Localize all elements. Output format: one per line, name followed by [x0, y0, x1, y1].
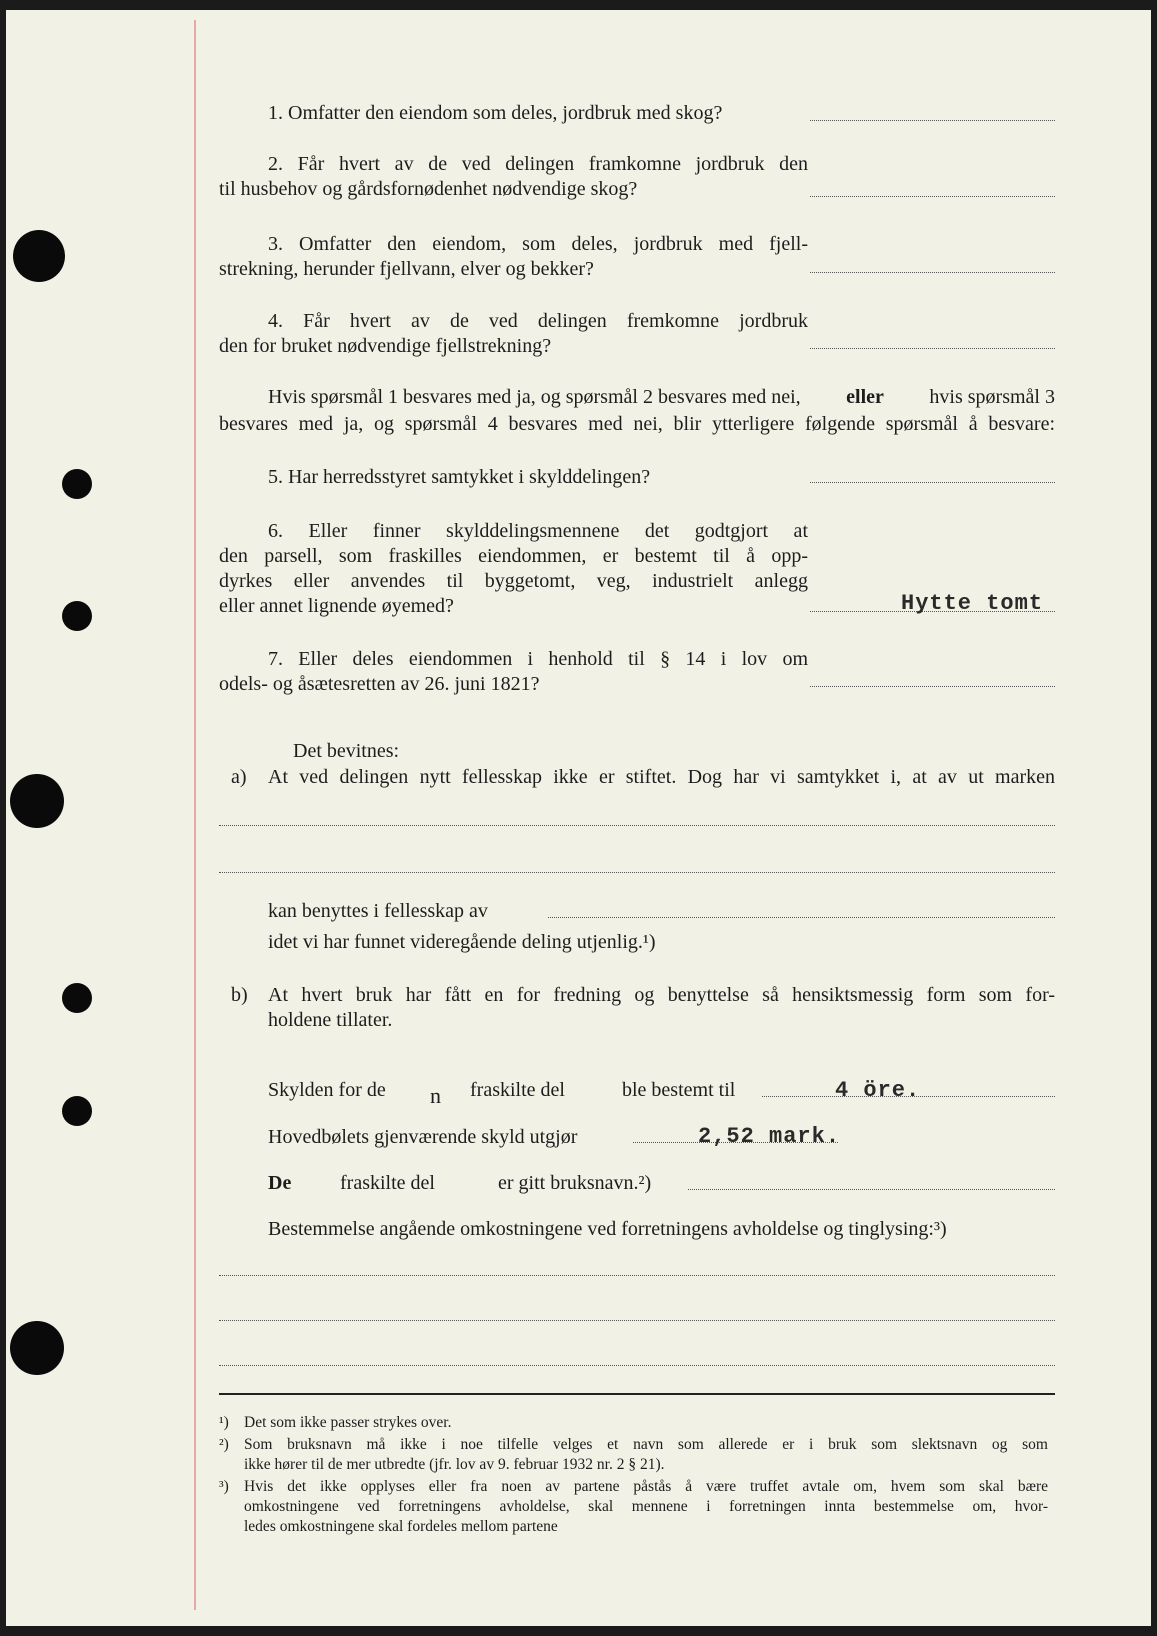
question-2-line-2: til husbehov og gårdsfornødenhet nødvendige skog? [219, 178, 638, 200]
footnote-2-line-1: Som bruksnavn må ikke i noe tilfelle velges et navn som allerede er i bruk som slektsnavn og som [244, 1436, 1048, 1453]
punch-hole [62, 983, 92, 1013]
attest-a-label: a) [231, 766, 247, 788]
hovedbol-label: Hovedbølets gjenværende skyld utgjør [268, 1126, 578, 1148]
question-7-line-2: odels- og åsætesretten av 26. juni 1821? [219, 673, 540, 695]
answer-line-q7 [810, 686, 1055, 687]
footnote-2-mark: ²) [219, 1436, 229, 1453]
omkostninger-blank-1 [219, 1275, 1055, 1276]
omkostninger-blank-3 [219, 1365, 1055, 1366]
reason-text: idet vi har funnet videregående deling utjenlig.¹) [268, 931, 656, 953]
answer-q6-typed: Hytte tomt [901, 591, 1044, 616]
footnote-separator [219, 1393, 1055, 1395]
footnote-3-line-2: omkostningene ved forretningens avholdelse, skal mennene i forretningen innta bestemmelse om, hvor- [244, 1498, 1048, 1515]
condition-bold-word: eller [846, 386, 884, 408]
skyld-label-b: fraskilte del [470, 1079, 565, 1101]
punch-hole [10, 1321, 64, 1375]
skyld-label-a: Skylden for de [268, 1079, 386, 1101]
bruksnavn-value-line [688, 1189, 1055, 1190]
answer-line-q3 [810, 272, 1055, 273]
condition-line-1 [268, 385, 1055, 410]
skyld-handwritten-n: n [430, 1083, 441, 1108]
punch-hole [62, 469, 92, 499]
footnote-3-line-3: ledes omkostningene skal fordeles mellom partene [244, 1518, 558, 1535]
question-3-line-1: 3. Omfatter den eiendom, som deles, jordbruk med fjell- [268, 233, 808, 255]
footnote-2-line-2: ikke hører til de mer utbredte (jfr. lov av 9. februar 1932 nr. 2 § 21). [244, 1456, 665, 1473]
answer-line-q2 [810, 196, 1055, 197]
condition-text-a: Hvis spørsmål 1 besvares med ja, og spørsmål 2 besvares med nei, [268, 386, 801, 408]
omkostninger-blank-2 [219, 1320, 1055, 1321]
bruksnavn-label-a: De [268, 1172, 292, 1194]
attest-a-blank-2 [219, 872, 1055, 873]
footnote-1-mark: ¹) [219, 1414, 229, 1431]
answer-line-q4 [810, 348, 1055, 349]
footnote-1-text: Det som ikke passer strykes over. [244, 1414, 452, 1431]
answer-line-q1 [810, 120, 1055, 121]
question-1-text: 1. Omfatter den eiendom som deles, jordbruk med skog? [268, 102, 723, 124]
bruksnavn-label-c: er gitt bruksnavn.²) [498, 1172, 652, 1194]
omkostninger-label: Bestemmelse angående omkostningene ved forretningens avholdelse og tinglysing:³) [268, 1218, 947, 1240]
question-4-line-2: den for bruket nødvendige fjellstrekning? [219, 335, 552, 357]
attest-heading: Det bevitnes: [293, 740, 400, 762]
question-6-line-4: eller annet lignende øyemed? [219, 595, 454, 617]
shared-use-blank [548, 917, 1055, 918]
punch-hole [62, 1096, 92, 1126]
attest-a-text: At ved delingen nytt fellesskap ikke er stiftet. Dog har vi samtykket i, at av ut marken [268, 766, 1055, 788]
attest-a-blank-1 [219, 825, 1055, 826]
question-6-line-2: den parsell, som fraskilles eiendommen, er bestemt til å opp- [219, 545, 808, 567]
question-4-line-1: 4. Får hvert av de ved delingen fremkomne jordbruk [268, 310, 808, 332]
punch-hole [13, 230, 65, 282]
condition-text-b: hvis spørsmål 3 [929, 386, 1055, 408]
shared-use-text: kan benyttes i fellesskap av [268, 900, 488, 922]
skyld-label-c: ble bestemt til [622, 1079, 736, 1101]
bruksnavn-label-b: fraskilte del [340, 1172, 435, 1194]
question-6-line-1: 6. Eller finner skylddelingsmennene det godtgjort at [268, 520, 808, 542]
skyld-value-typed: 4 öre. [835, 1078, 921, 1103]
attest-b-line-2: holdene tillater. [268, 1009, 393, 1031]
question-3-line-2: strekning, herunder fjellvann, elver og bekker? [219, 258, 594, 280]
hovedbol-value-typed: 2,52 mark. [698, 1124, 841, 1149]
red-margin-line [194, 20, 196, 1610]
footnote-3-mark: ³) [219, 1478, 229, 1495]
answer-line-q5 [810, 482, 1055, 483]
attest-b-line-1: At hvert bruk har fått en for fredning og benyttelse så hensiktsmessig form som for- [268, 984, 1055, 1006]
punch-hole [62, 601, 92, 631]
condition-line-2: besvares med ja, og spørsmål 4 besvares med nei, blir ytterligere følgende spørsmål å besvare: [219, 413, 1055, 435]
attest-b-label: b) [231, 984, 248, 1006]
question-6-line-3: dyrkes eller anvendes til byggetomt, veg, industrielt anlegg [219, 570, 808, 592]
question-7-line-1: 7. Eller deles eiendommen i henhold til § 14 i lov om [268, 648, 808, 670]
footnote-3-line-1: Hvis det ikke opplyses eller fra noen av partene påstås å være truffet avtale om, hvem som skal bære [244, 1478, 1048, 1495]
question-2-line-1: 2. Får hvert av de ved delingen framkomne jordbruk den [268, 153, 808, 175]
question-5-text: 5. Har herredsstyret samtykket i skylddelingen? [268, 466, 651, 488]
punch-hole [10, 774, 64, 828]
